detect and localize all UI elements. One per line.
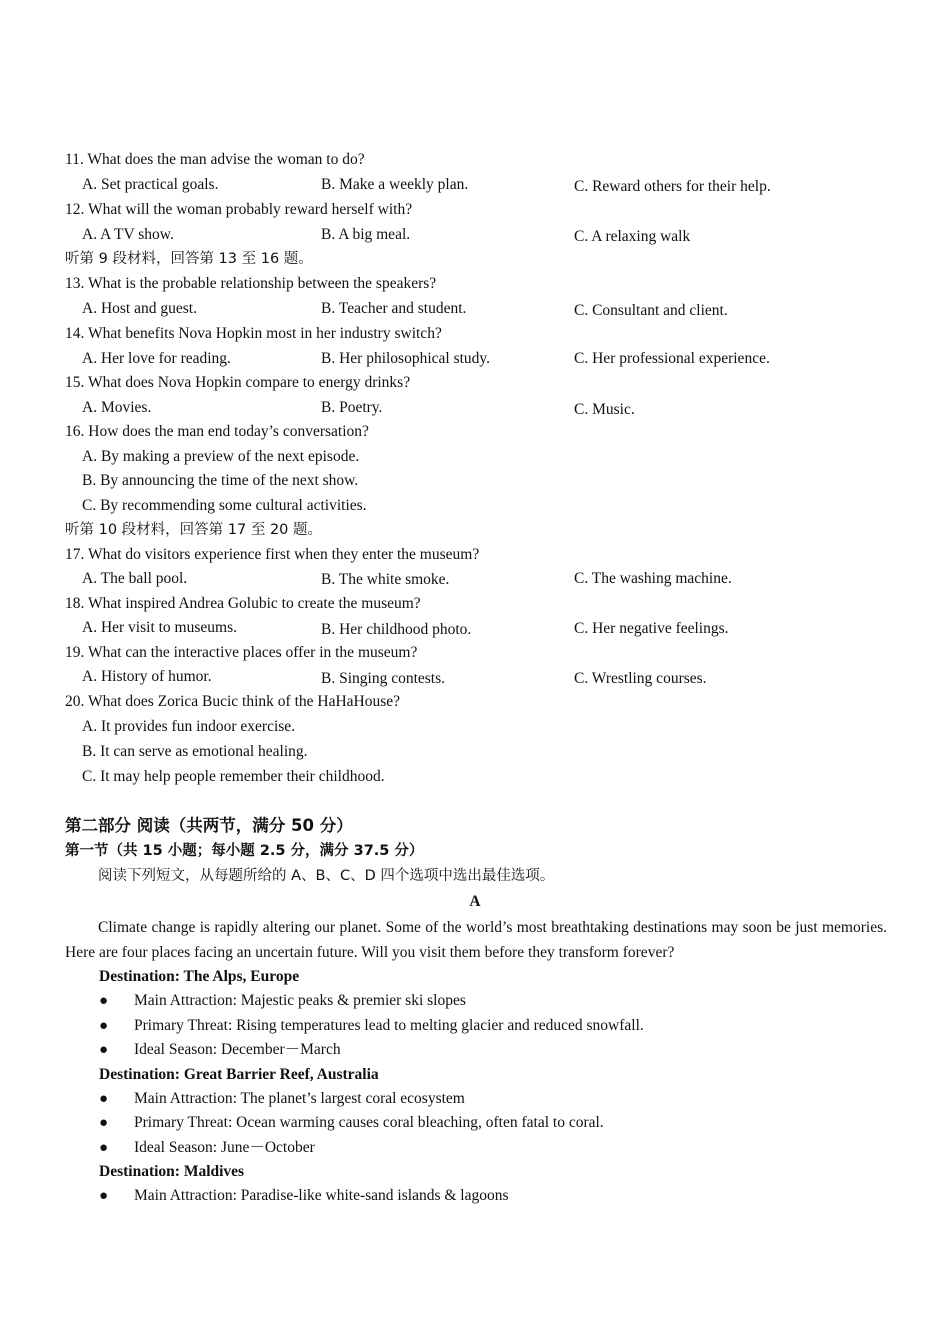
destination-item: ● Main Attraction: The planet’s largest coral ecosystem — [0, 1087, 950, 1111]
question-stem: 16. How does the man end today’s conversation? — [65, 423, 369, 440]
bullet-icon: ● — [99, 1140, 109, 1156]
option-a: A. Set practical goals. — [82, 176, 219, 193]
bullet-icon: ● — [99, 1091, 109, 1107]
option-a: A. History of humor. — [82, 668, 212, 685]
option-b: B. Teacher and student. — [321, 300, 467, 317]
destination-item: ● Ideal Season: December－March — [0, 1038, 950, 1062]
question-stem: 19. What can the interactive places offer in the museum? — [65, 644, 418, 661]
option-20-c: C. It may help people remember their childhood. — [82, 768, 385, 785]
part-title: 第二部分 阅读（共两节，满分 50 分） — [65, 816, 353, 835]
bullet-icon: ● — [99, 1018, 109, 1034]
question-stem: 13. What is the probable relationship between the speakers? — [65, 275, 437, 292]
option-b: B. The white smoke. — [321, 571, 450, 588]
question-16 — [0, 420, 950, 444]
options-15 — [0, 396, 950, 420]
reading-instruction: 阅读下列短文，从每题所给的 A、B、C、D 四个选项中选出最佳选项。 — [98, 868, 555, 884]
question-17 — [0, 543, 950, 567]
options-11 — [0, 173, 950, 197]
option-c: C. A relaxing walk — [574, 228, 691, 245]
destination-item: ● Main Attraction: Majestic peaks & premier ski slopes — [0, 989, 950, 1013]
question-11 — [0, 148, 950, 172]
question-stem: 11. What does the man advise the woman to do? — [65, 151, 365, 168]
options-14 — [0, 347, 950, 371]
destination-title: Destination: Maldives — [99, 1163, 245, 1180]
question-13 — [0, 272, 950, 296]
passage-intro: Climate change is rapidly altering our planet. Some of the world’s most breathtaking destinations may soon be just memories. Here are four places facing an uncertain future. Will you visit them before they transform forever? — [65, 919, 887, 961]
destination-title: Destination: The Alps, Europe — [99, 968, 300, 985]
option-a: A. Her love for reading. — [82, 350, 231, 367]
options-18 — [0, 616, 950, 640]
options-12 — [0, 223, 950, 247]
material-9-instruction: 听第 9 段材料，回答第 13 至 16 题。 — [65, 251, 313, 267]
options-13 — [0, 297, 950, 321]
destination-title: Destination: Great Barrier Reef, Australia — [99, 1066, 379, 1083]
option-b: B. Her childhood photo. — [321, 621, 472, 638]
options-19 — [0, 665, 950, 689]
option-c: C. Her negative feelings. — [574, 620, 729, 637]
bullet-icon: ● — [99, 1042, 109, 1058]
option-16-c: C. By recommending some cultural activities. — [82, 497, 367, 514]
destination-item: ● Primary Threat: Rising temperatures lead to melting glacier and reduced snowfall. — [0, 1014, 950, 1038]
option-c: C. Consultant and client. — [574, 302, 728, 319]
question-stem: 18. What inspired Andrea Golubic to create the museum? — [65, 595, 421, 612]
option-a: A. Movies. — [82, 399, 152, 416]
passage-label: A — [469, 893, 481, 910]
option-c: C. Her professional experience. — [574, 350, 770, 367]
destination-item: ● Ideal Season: June－October — [0, 1136, 950, 1160]
option-b: B. A big meal. — [321, 226, 411, 243]
bullet-icon: ● — [99, 1188, 109, 1204]
question-15 — [0, 371, 950, 395]
question-20 — [0, 690, 950, 714]
bullet-icon: ● — [99, 993, 109, 1009]
options-17 — [0, 567, 950, 591]
material-10-instruction: 听第 10 段材料，回答第 17 至 20 题。 — [65, 522, 323, 538]
option-c: C. Music. — [574, 401, 635, 418]
question-stem: 15. What does Nova Hopkin compare to energy drinks? — [65, 374, 411, 391]
destination-item: ● Primary Threat: Ocean warming causes coral bleaching, often fatal to coral. — [0, 1111, 950, 1135]
question-stem: 20. What does Zorica Bucic think of the HaHaHouse? — [65, 693, 401, 710]
question-19 — [0, 641, 950, 665]
option-a: A. The ball pool. — [82, 570, 188, 587]
question-14 — [0, 322, 950, 346]
destination-item: ● Main Attraction: Paradise-like white-sand islands & lagoons — [0, 1184, 950, 1208]
question-12 — [0, 198, 950, 222]
option-a: A. Her visit to museums. — [82, 619, 237, 636]
option-b: B. Her philosophical study. — [321, 350, 491, 367]
question-stem: 17. What do visitors experience first when they enter the museum? — [65, 546, 480, 563]
option-b: B. Make a weekly plan. — [321, 176, 469, 193]
option-20-b: B. It can serve as emotional healing. — [82, 743, 308, 760]
option-c: C. The washing machine. — [574, 570, 732, 587]
question-stem: 14. What benefits Nova Hopkin most in her industry switch? — [65, 325, 442, 342]
option-c: C. Reward others for their help. — [574, 178, 771, 195]
option-a: A. A TV show. — [82, 226, 174, 243]
option-20-a: A. It provides fun indoor exercise. — [82, 718, 296, 735]
question-18 — [0, 592, 950, 616]
option-b: B. Singing contests. — [321, 670, 446, 687]
bullet-icon: ● — [99, 1115, 109, 1131]
option-16-b: B. By announcing the time of the next show. — [82, 472, 359, 489]
option-b: B. Poetry. — [321, 399, 383, 416]
section-title: 第一节（共 15 小题；每小题 2.5 分，满分 37.5 分） — [65, 843, 424, 859]
option-16-a: A. By making a preview of the next episode. — [82, 448, 360, 465]
option-c: C. Wrestling courses. — [574, 670, 707, 687]
option-a: A. Host and guest. — [82, 300, 197, 317]
question-stem: 12. What will the woman probably reward herself with? — [65, 201, 413, 218]
